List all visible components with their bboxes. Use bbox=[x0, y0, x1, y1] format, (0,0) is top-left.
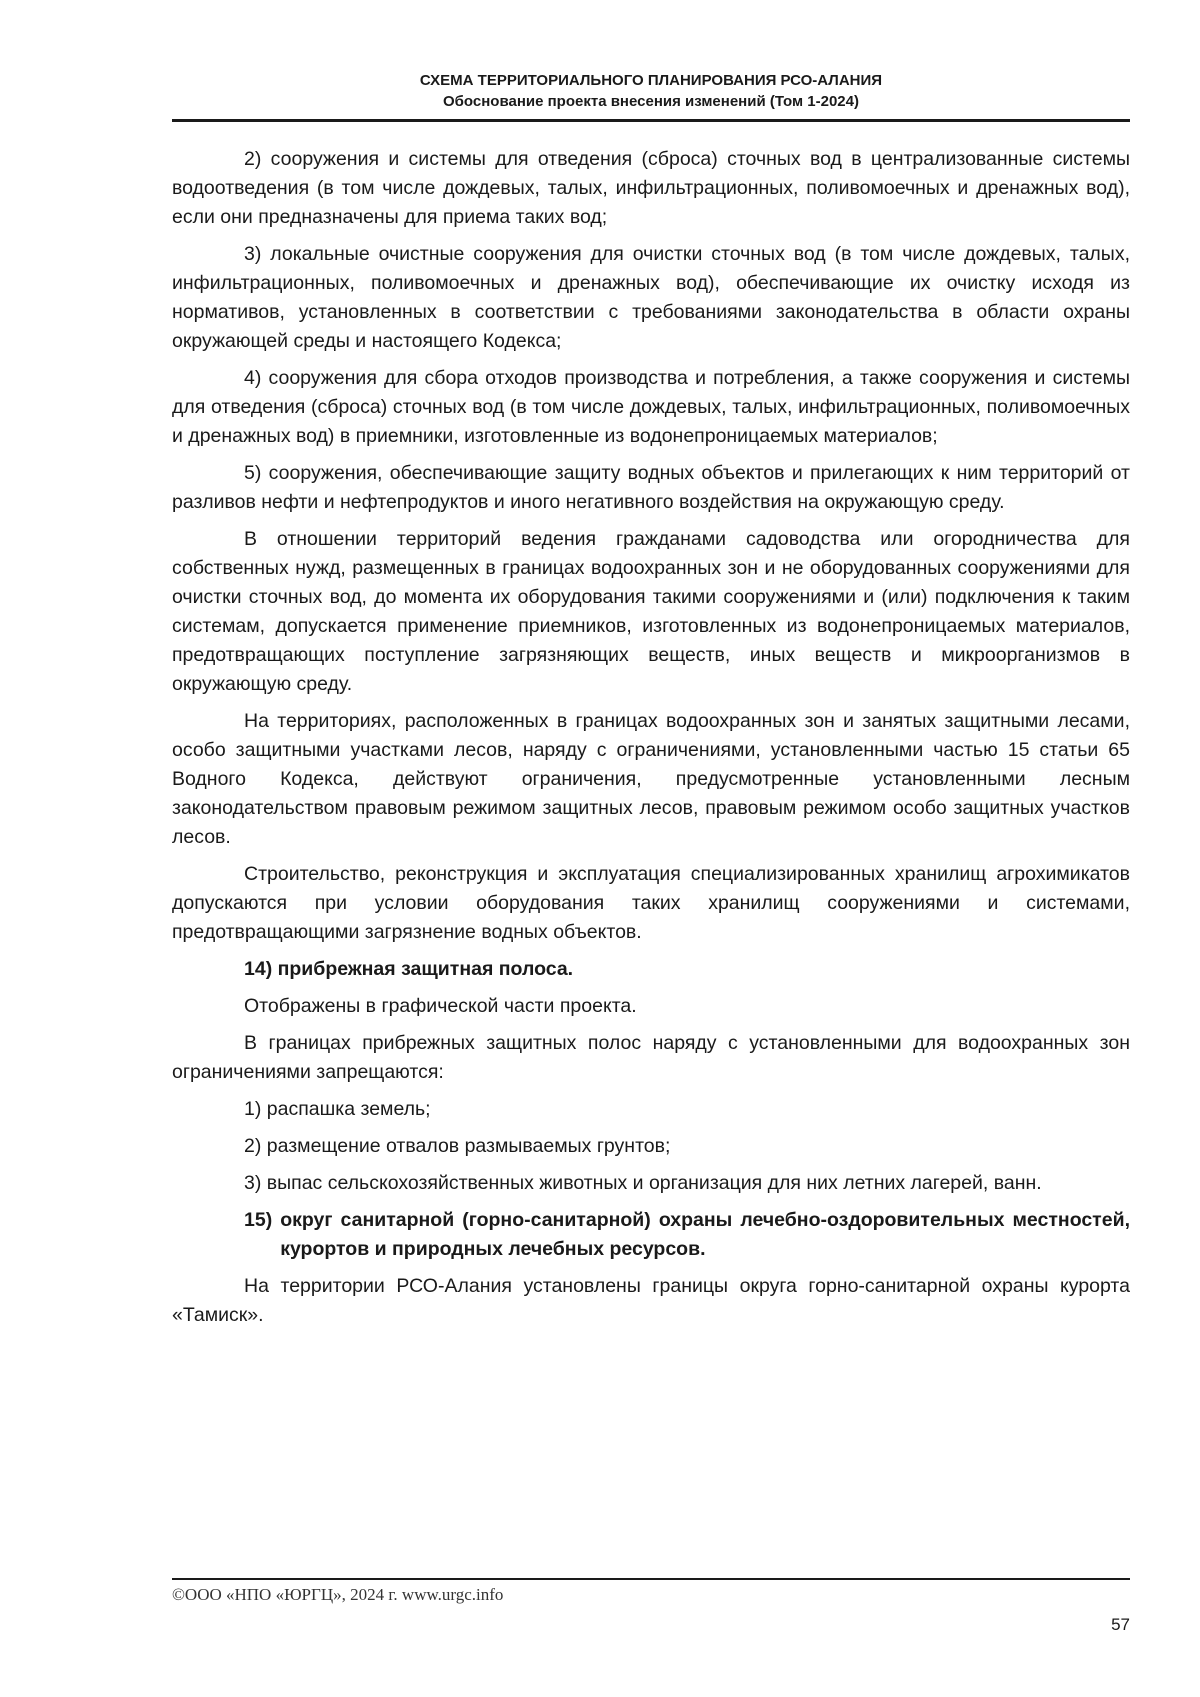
footer-copyright: ©ООО «НПО «ЮРГЦ», 2024 г. www.urgc.info bbox=[172, 1585, 504, 1604]
paragraph: В отношении территорий ведения гражданами садоводства или огородничества для собственных нужд, размещенных в границах водоохранных зон и не оборудованных сооружениями для очистки сточных вод, до момента их оборудования такими сооружениями и (или) подключения к таким системам, допускается применение приемников, изготовленных из водонепроницаемых материалов, предотвращающих поступление загрязняющих веществ, иных веществ и микроорганизмов в окружающую среду. bbox=[172, 528, 1130, 695]
document-body bbox=[172, 145, 1130, 1338]
section-heading-14: 14) прибрежная защитная полоса. bbox=[244, 958, 574, 980]
paragraph: 4) сооружения для сбора отходов производства и потребления, а также сооружения и системы для отведения (сброса) сточных вод (в том числе дождевых, талых, инфильтрационных, поливомоечных и дренажных вод) в приемники, изготовленные из водонепроницаемых материалов; bbox=[172, 367, 1130, 447]
section-heading-15 bbox=[244, 1206, 1130, 1264]
header-subtitle: Обоснование проекта внесения изменений (Том 1-2024) bbox=[443, 93, 859, 110]
list-item: 1) распашка земель; bbox=[244, 1098, 431, 1120]
header-title: СХЕМА ТЕРРИТОРИАЛЬНОГО ПЛАНИРОВАНИЯ РСО-АЛАНИЯ bbox=[419, 72, 883, 89]
footer-divider bbox=[172, 1578, 1130, 1580]
paragraph: Строительство, реконструкция и эксплуатация специализированных хранилищ агрохимикатов допускаются при условии оборудования таких хранилищ сооружениями и системами, предотвращающими загрязнение водных объектов. bbox=[172, 863, 1130, 943]
heading-number: 15) bbox=[244, 1209, 273, 1231]
paragraph: 3) локальные очистные сооружения для очистки сточных вод (в том числе дождевых, талых, инфильтрационных, поливомоечных и дренажных вод), обеспечивающие их очистку исходя из нормативов, установленных в соответствии с требованиями законодательства в области охраны окружающей среды и настоящего Кодекса; bbox=[172, 243, 1130, 352]
list-item: 3) выпас сельскохозяйственных животных и организация для них летних лагерей, ванн. bbox=[244, 1172, 1042, 1194]
paragraph: На территориях, расположенных в границах водоохранных зон и занятых защитными лесами, особо защитными участками лесов, наряду с ограничениями, установленными частью 15 статьи 65 Водного Кодекса, действуют ограничения, предусмотренные установленными лесным законодательством правовым режимом защитных лесов, правовым режимом особо защитных участков лесов. bbox=[172, 710, 1130, 848]
list-item: 2) размещение отвалов размываемых грунтов; bbox=[244, 1135, 671, 1157]
running-header bbox=[172, 70, 1130, 112]
paragraph: Отображены в графической части проекта. bbox=[244, 995, 637, 1017]
paragraph: 2) сооружения и системы для отведения (сброса) сточных вод в централизованные системы водоотведения (в том числе дождевых, талых, инфильтрационных, поливомоечных и дренажных вод), если они предназначены для приема таких вод; bbox=[172, 148, 1130, 228]
heading-text: округ санитарной (горно-санитарной) охраны лечебно-оздоровительных местностей, курортов и природных лечебных ресурсов. bbox=[280, 1209, 1130, 1260]
header-divider bbox=[172, 119, 1130, 122]
paragraph: 5) сооружения, обеспечивающие защиту водных объектов и прилегающих к ним территорий от разливов нефти и нефтепродуктов и иного негативного воздействия на окружающую среду. bbox=[172, 462, 1130, 513]
paragraph: На территории РСО-Алания установлены границы округа горно-санитарной охраны курорта «Тамиск». bbox=[172, 1275, 1130, 1326]
paragraph: В границах прибрежных защитных полос наряду с установленными для водоохранных зон ограничениями запрещаются: bbox=[172, 1032, 1130, 1083]
page-number: 57 bbox=[1111, 1615, 1130, 1634]
